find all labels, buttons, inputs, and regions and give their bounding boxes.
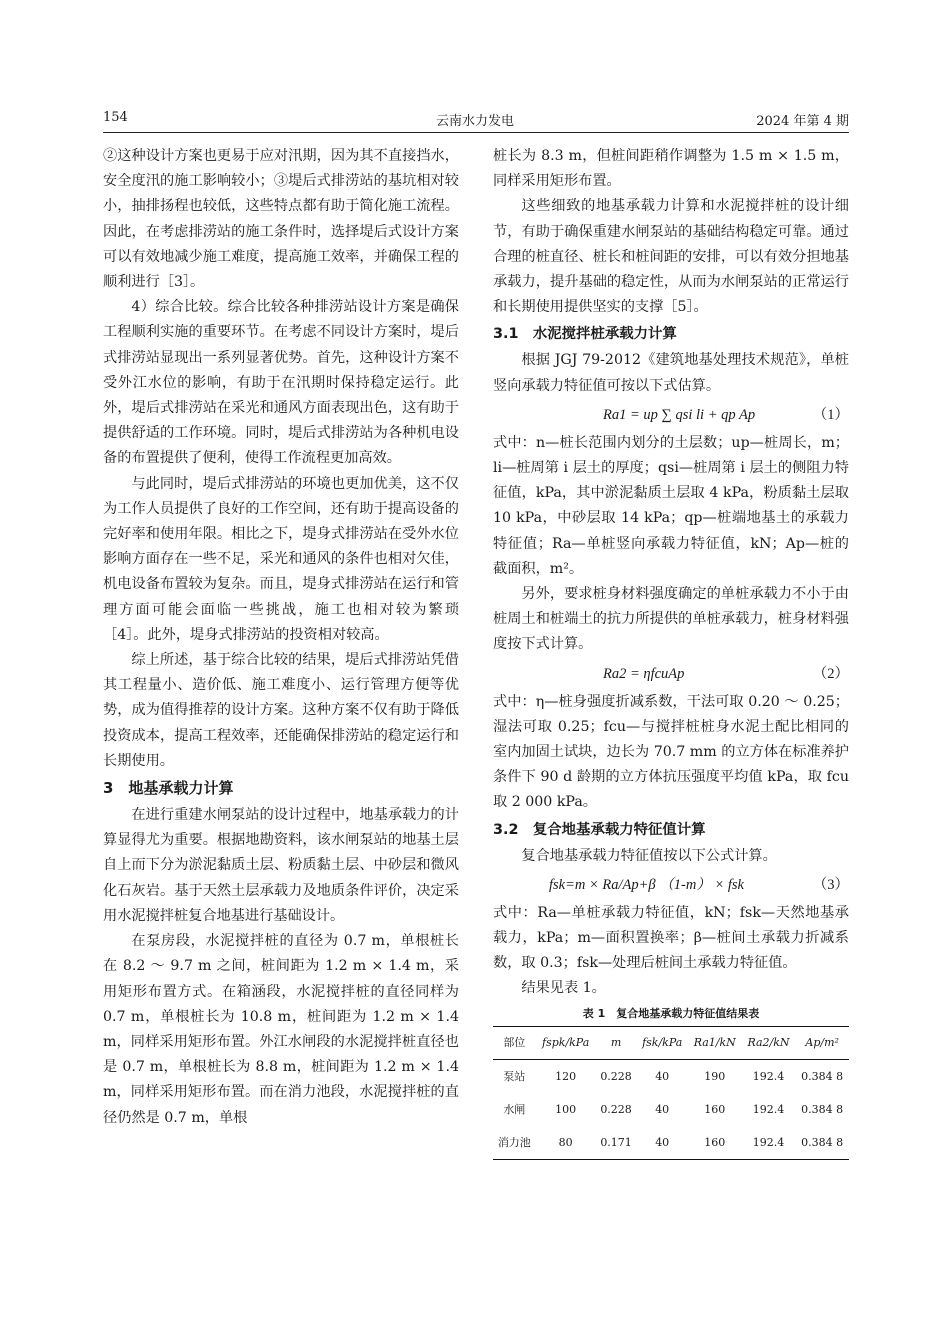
paragraph: 式中：n—桩长范围内划分的土层数；up—桩周长，m；li—桩周第 i 层土的厚度；qsi—桩周第 i 层土的侧阻力特征值，kPa，其中淤泥黏质土层取 4 kPa，粉质黏土层取 10 kPa，中砂层取 14 kPa；qp—桩端地基土的承载力特征值；Ra—单桩竖向承载力特征值，kN；Ap—桩的截面积，m²。 [493,434,849,577]
paragraph: 在泵房段，水泥搅拌桩的直径为 0.7 m，单根桩长在 8.2 ～ 9.7 m 之间，桩间距为 1.2 m × 1.4 m，采用矩形布置方式。在箱涵段，水泥搅拌桩的直径同样为 0.7 m，单根桩长为 10.8 m，桩间距为 1.2 m × 1.4 m，同样采用矩形布置。外江水闸段的水泥搅拌桩直径也是 0.7 m，单根桩长为 8.8 m，桩间距为 1.2 m × 1.4 m，同样采用矩形布置。而在消力池段，水泥搅拌桩的直径仍然是 0.7 m，单根 [103,933,459,1126]
equation-formula: Ra2 = ηfcuAp [603,665,685,682]
table-cell: 192.4 [752,1069,785,1083]
table-header-row [493,1026,849,1059]
table-cell: 0.384 8 [801,1102,844,1116]
equation-number: （2） [812,665,849,682]
table-cell: 水闸 [503,1102,526,1116]
equation-formula: Ra1 = up ∑ qsi li + qp Ap [603,406,756,423]
equation-1 [493,399,849,431]
paragraph: 另外，要求桩身材料强度确定的单桩承载力不小于由桩周土和桩端土的抗力所提供的单桩承载力，桩身材料强度按下式计算。 [493,586,849,653]
table-cell: 0.171 [596,1126,637,1160]
table-row [493,1093,849,1126]
equation-number: （3） [812,876,849,893]
equation-3 [493,869,849,901]
paragraph: 式中：η—桩身强度折减系数，干法可取 0.20 ～ 0.25；湿法可取 0.25；fcu—与搅拌桩桩身水泥土配比相同的室内加固土试块，边长为 70.7 mm 的立方体在标准养护条件下 90 d 龄期的立方体抗压强度平均值 kPa，取 fcu 取 2 000 kPa。 [493,693,849,811]
paragraph: 在进行重建水闸泵站的设计过程中，地基承载力的计算显得尤为重要。根据地勘资料，该水闸泵站的地基土层自上而下分为淤泥黏质土层、粉质黏土层、中砂层和微风化石灰岩。基于天然土层承载力及地质条件评价，决定采用水泥搅拌桩复合地基进行基础设计。 [103,807,459,924]
table-row [493,1059,849,1093]
table-row [493,1126,849,1160]
table-header-cell: Ra2/kN [742,1026,796,1059]
table-cell: 100 [555,1102,577,1116]
table-cell: 0.228 [600,1069,632,1083]
paragraph: 4）综合比较。综合比较各种排涝站设计方案是确保工程顺利实施的重要环节。在考虑不同设计方案时，堤后式排涝站显现出一系列显著优势。首先，这种设计方案不受外江水位的影响，有助于在汛期时保持稳定运行。此外，堤后式排涝站在采光和通风方面表现出色，这有助于提供舒适的工作环境。同时，堤后式排涝站为各种机电设备的布置提供了便利，使得工作流程更加高效。 [103,299,459,467]
table-cell: 160 [688,1126,742,1160]
equation-formula: fsk=m × Ra/Ap+β （1-m） × fsk [549,876,744,893]
section-heading: 3 地基承载力计算 [103,779,234,798]
table-cell: 0.228 [600,1102,632,1116]
table-cell: 80 [536,1126,596,1160]
paragraph: 桩长为 8.3 m，但桩间距稍作调整为 1.5 m × 1.5 m，同样采用矩形布置。 [493,148,849,190]
results-table [493,1026,849,1160]
table-cell: 120 [555,1069,577,1083]
table-header-cell: fsk/kPa [636,1026,687,1059]
table-header-cell: 部位 [493,1026,536,1059]
paragraph: 这些细致的地基承载力计算和水泥搅拌桩的设计细节，有助于确保重建水闸泵站的基础结构稳定可靠。通过合理的桩直径、桩长和桩间距的安排，可以有效分担地基承载力，提升基础的稳定性，从而为水闸泵站的正常运行和长期使用提供坚实的支撑［5］。 [493,198,849,316]
table-cell: 40 [655,1069,670,1083]
table-header-cell: fspk/kPa [536,1026,596,1059]
issue-label: 2024 年第 4 期 [756,114,849,129]
table-caption: 表 1 复合地基承载力特征值结果表 [582,1006,760,1020]
table-cell: 192.4 [742,1126,796,1160]
subsection-heading: 3.2 复合地基承载力特征值计算 [493,821,706,838]
paragraph: 根据 JGJ 79-2012《建筑地基处理技术规范》，单桩竖向承载力特征值可按以下式估算。 [493,352,849,394]
table-cell: 0.384 8 [795,1126,849,1160]
table-cell: 40 [636,1126,687,1160]
header-rule [103,132,849,133]
paragraph: 结果见表 1。 [521,980,606,997]
paragraph: 与此同时，堤后式排涝站的环境也更加优美，这不仅为工作人员提供了良好的工作空间，还有助于提高设备的完好率和使用年限。相比之下，堤身式排涝站在受外水位影响方面存在一些不足，采光和通风的条件也相对欠佳，机电设备布置较为复杂。而且，堤身式排涝站在运行和管理方面可能会面临一些挑战，施工也相对较为繁琐［4］。此外，堤身式排涝站的投资相对较高。 [103,475,459,643]
table-cell: 40 [655,1102,670,1116]
subsection-heading: 3.1 水泥搅拌桩承载力计算 [493,326,677,343]
paragraph: 复合地基承载力特征值按以下公式计算。 [521,847,777,864]
paragraph: 综上所述，基于综合比较的结果，堤后式排涝站凭借其工程量小、造价低、施工难度小、运行管理方便等优势，成为值得推荐的设计方案。这种方案不仅有助于降低投资成本，提高工程效率，还能确保排涝站的稳定运行和长期使用。 [103,652,459,769]
equation-2 [493,658,849,690]
journal-title: 云南水力发电 [435,114,514,129]
table-cell: 泵站 [503,1069,526,1083]
table-cell: 192.4 [752,1102,785,1116]
table-header-cell: m [596,1026,637,1059]
right-column [493,144,849,1160]
equation-number: （1） [812,406,849,423]
left-column [103,144,459,1131]
table-header-cell: Ra1/kN [688,1026,742,1059]
table-cell: 消力池 [493,1126,536,1160]
table-cell: 0.384 8 [801,1069,844,1083]
paragraph: ②这种设计方案也更易于应对汛期，因为其不直接挡水，安全度汛的施工影响较小；③堤后式排涝站的基坑相对较小，抽排扬程也较低，这些特点都有助于简化施工流程。因此，在考虑排涝站的施工条件时，选择堤后式设计方案可以有效地减少施工难度，提高施工效率，并确保工程的顺利进行［3］。 [103,148,459,291]
table-header-cell: Ap/m² [795,1026,849,1059]
paragraph: 式中：Ra—单桩承载力特征值，kN；fsk—天然地基承载力，kPa；m—面积置换率；β—桩间土承载力折减系数，取 0.3；fsk—处理后桩间土承载力特征值。 [493,904,849,972]
page-number: 154 [103,110,128,125]
table-cell: 190 [704,1069,726,1083]
table-cell: 160 [704,1102,726,1116]
